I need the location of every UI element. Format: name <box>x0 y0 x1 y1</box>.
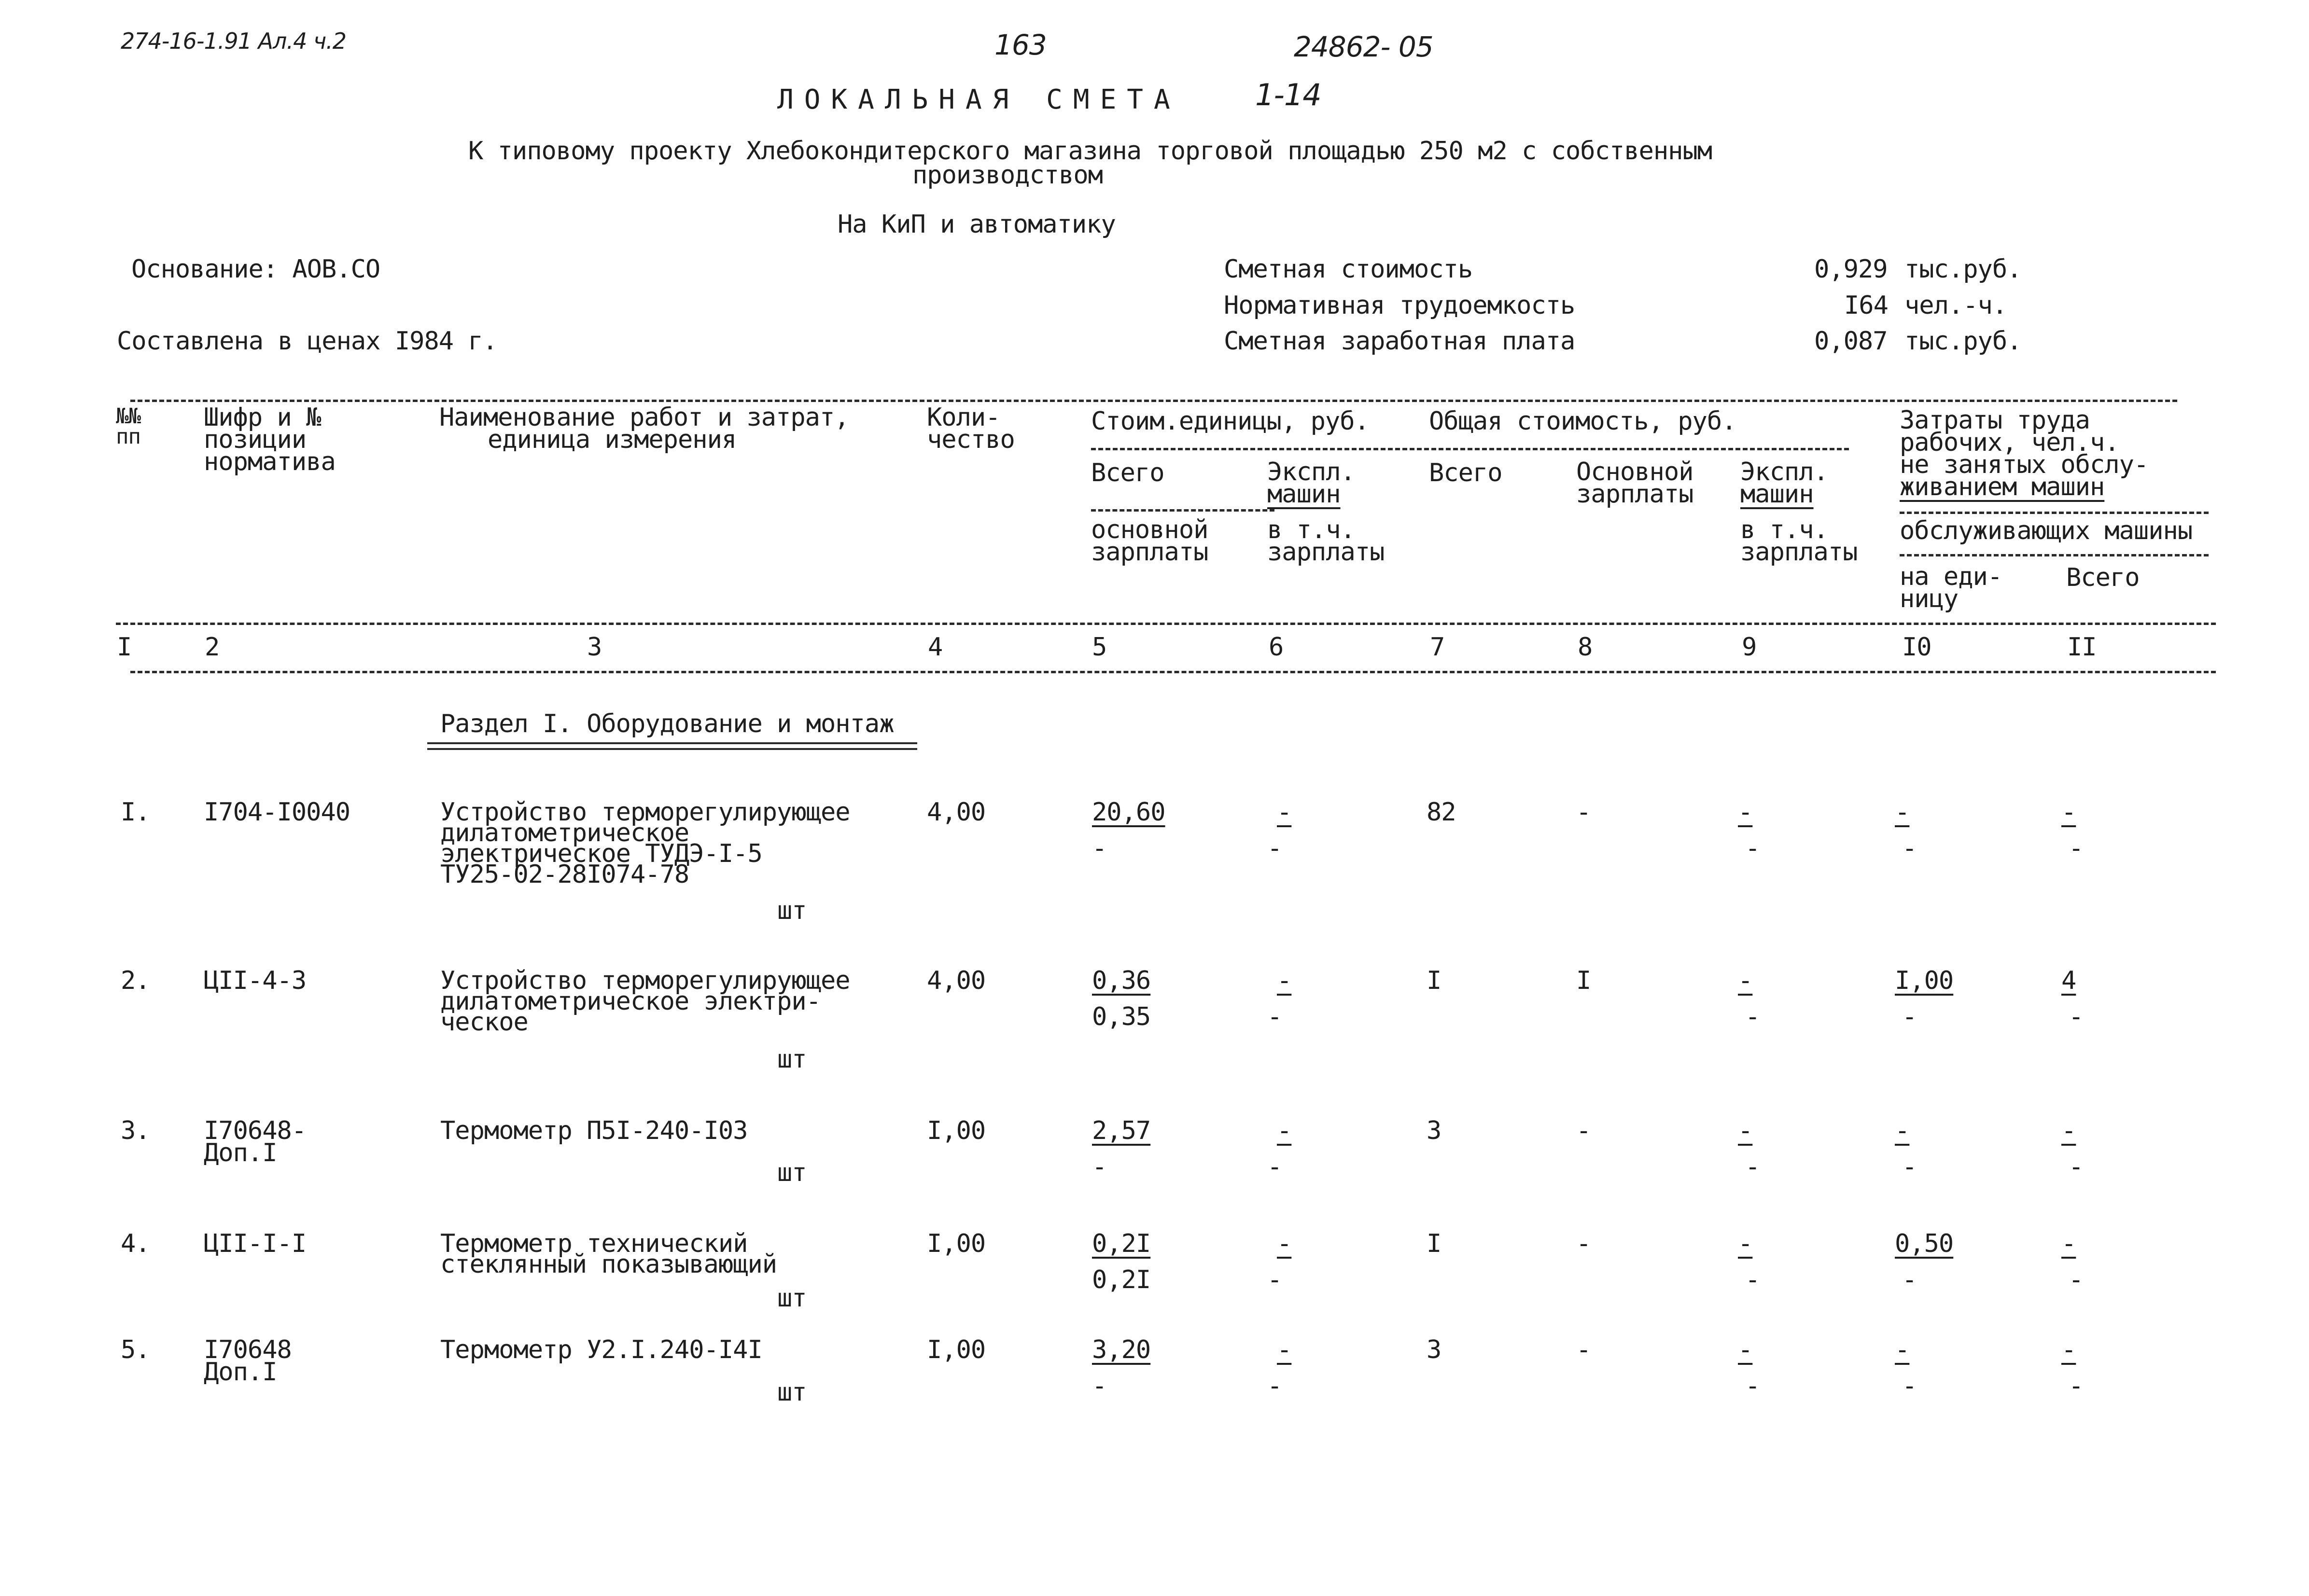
unit-cost-group-header: Стоим.единицы, руб. <box>1091 407 1369 436</box>
row-total-wages: - <box>1576 1116 1591 1145</box>
row-code: Доп.I <box>204 1358 277 1387</box>
column-number: 7 <box>1430 633 1445 662</box>
row-name: ческое <box>440 1008 528 1037</box>
summary-label: Сметная стоимость <box>1224 255 1473 284</box>
col5-bottom-header: основной зарплаты <box>1091 515 1208 567</box>
column-number: 9 <box>1742 633 1757 662</box>
row-total-machine-wages: - <box>1745 1002 1760 1031</box>
row-labor-per-unit-machine: - <box>1902 1152 1917 1181</box>
row-number: 5. <box>121 1335 150 1364</box>
section-underline <box>427 742 917 744</box>
row-labor-total: 4 <box>2061 966 2076 995</box>
row-labor-total-machine: - <box>2069 1002 2084 1031</box>
row-labor-per-unit: - <box>1895 1116 1910 1145</box>
labor-split-rule <box>1900 512 2209 514</box>
row-unit-cost-total: 0,36 <box>1092 966 1151 995</box>
column-number: I <box>117 633 132 662</box>
numbers-bottom-rule <box>130 671 2216 673</box>
row-total-machine-wages: - <box>1745 1372 1760 1401</box>
row-labor-per-unit: I,00 <box>1895 966 1954 995</box>
row-total-wages: - <box>1576 798 1591 827</box>
row-unit: шт <box>777 1284 807 1313</box>
row-code: I70648- <box>204 1116 307 1145</box>
row-total-cost: 3 <box>1427 1116 1441 1145</box>
row-total-cost: I <box>1427 1229 1441 1258</box>
row-labor-per-unit-machine: - <box>1902 1265 1917 1294</box>
row-total-machine-wages: - <box>1745 1265 1760 1294</box>
labor-sub-header: обслуживающих машины <box>1900 516 2193 545</box>
row-code: ЦII-4-3 <box>204 966 307 995</box>
summary-unit: чел.-ч. <box>1904 291 2007 320</box>
row-name: Устройство терморегулирующее <box>440 798 850 827</box>
section-underline <box>427 748 917 750</box>
summary-unit: тыс.руб. <box>1904 255 2022 284</box>
row-unit-cost-total: 0,2I <box>1092 1229 1151 1258</box>
row-unit-machine-cost: - <box>1277 798 1292 827</box>
row-unit-machine-wages: - <box>1267 1152 1282 1181</box>
summary-label: Сметная заработная плата <box>1224 327 1575 356</box>
table-top-rule <box>130 400 2177 402</box>
col2-header: Шифр и № позиции норматива <box>204 403 336 476</box>
row-name: ТУ25-02-28I074-78 <box>440 860 689 889</box>
col5-top-header: Всего <box>1091 458 1164 487</box>
row-unit-machine-cost: - <box>1277 1229 1292 1258</box>
row-code: I704-I0040 <box>204 798 350 827</box>
row-labor-total: - <box>2061 1335 2076 1364</box>
row-number: 4. <box>121 1229 150 1258</box>
row-name: Устройство терморегулирующее <box>440 966 850 995</box>
row-labor-per-unit-machine: - <box>1902 1002 1917 1031</box>
row-quantity: 4,00 <box>927 798 986 827</box>
summary-value: 0,929 <box>1814 255 1888 284</box>
row-labor-per-unit: - <box>1895 798 1910 827</box>
prices-text: Составлена в ценах I984 г. <box>117 327 497 356</box>
doc-code-note: 274-16-1.91 Ал.4 ч.2 <box>121 28 347 54</box>
row-unit-cost-total: 20,60 <box>1092 798 1165 827</box>
row-name: Термометр П5I-240-I03 <box>440 1116 748 1145</box>
row-total-machine-wages: - <box>1745 1152 1760 1181</box>
col5-split-rule <box>1091 509 1274 512</box>
row-unit-cost-wages: 0,35 <box>1092 1002 1151 1031</box>
col8-header: Основной зарплаты <box>1576 458 1693 509</box>
row-total-wages: - <box>1576 1229 1591 1258</box>
row-unit-machine-cost: - <box>1277 1335 1292 1364</box>
summary-label: Нормативная трудоемкость <box>1224 291 1575 320</box>
row-total-machine-wages: - <box>1745 834 1760 863</box>
subtitle-line-3: На КиП и автоматику <box>838 210 1116 239</box>
col6-top-header: Экспл. машин <box>1267 458 1355 509</box>
row-unit-cost-wages: - <box>1092 1372 1107 1401</box>
page-number: 163 <box>994 28 1047 61</box>
column-number: I0 <box>1902 633 1931 662</box>
row-name: электрическое ТУДЭ-I-5 <box>440 839 762 868</box>
subtitle-line-1: К типовому проекту Хлебокондитерского магазина торговой площадью 250 м2 с собственным <box>468 137 1712 166</box>
group-header-rule <box>1091 448 1849 450</box>
row-unit-machine-cost: - <box>1277 1116 1292 1145</box>
header-bottom-rule <box>116 623 2216 625</box>
row-total-machine-cost: - <box>1738 1116 1753 1145</box>
row-labor-total-machine: - <box>2069 834 2084 863</box>
section-title: Раздел I. Оборудование и монтаж <box>440 709 894 738</box>
row-unit-cost-wages: - <box>1092 834 1107 863</box>
column-number: 6 <box>1269 633 1284 662</box>
column-number: 4 <box>928 633 943 662</box>
summary-unit: тыс.руб. <box>1904 327 2022 356</box>
row-unit-machine-cost: - <box>1277 966 1292 995</box>
row-total-wages: I <box>1576 966 1591 995</box>
row-unit: шт <box>777 1045 807 1074</box>
col11-header: Всего <box>2066 563 2140 592</box>
row-unit-cost-total: 2,57 <box>1092 1116 1151 1145</box>
row-quantity: 4,00 <box>927 966 986 995</box>
row-code: ЦII-I-I <box>204 1229 307 1258</box>
row-name: Термометр технический <box>440 1229 748 1258</box>
col4-header: Коли- чество <box>927 403 1015 454</box>
column-number: II <box>2067 633 2097 662</box>
row-total-machine-cost: - <box>1738 1335 1753 1364</box>
col7-header: Всего <box>1429 458 1502 487</box>
registry-number: 24862- 05 <box>1294 30 1433 63</box>
row-number: I. <box>121 798 150 827</box>
row-unit: шт <box>777 896 807 925</box>
row-unit: шт <box>777 1378 807 1407</box>
row-unit-machine-wages: - <box>1267 834 1282 863</box>
row-total-cost: I <box>1427 966 1441 995</box>
row-labor-total: - <box>2061 1229 2076 1258</box>
column-number: 2 <box>205 633 220 662</box>
row-total-machine-cost: - <box>1738 798 1753 827</box>
row-labor-total-machine: - <box>2069 1372 2084 1401</box>
row-code: Доп.I <box>204 1138 277 1167</box>
column-number: 3 <box>587 633 602 662</box>
subtitle-line-2: производством <box>912 161 1103 190</box>
row-labor-total: - <box>2061 798 2076 827</box>
row-code: I70648 <box>204 1335 292 1364</box>
estimate-number: 1-14 <box>1255 77 1321 112</box>
row-quantity: I,00 <box>927 1229 986 1258</box>
col6-bottom-header: в т.ч. зарплаты <box>1267 515 1385 567</box>
col3-header: Наименование работ и затрат, единица измерения <box>439 403 849 454</box>
total-cost-group-header: Общая стоимость, руб. <box>1429 407 1736 436</box>
row-name: стеклянный показывающий <box>440 1250 777 1279</box>
labor-sub-rule <box>1900 554 2209 556</box>
row-total-cost: 3 <box>1427 1335 1441 1364</box>
row-labor-total-machine: - <box>2069 1152 2084 1181</box>
row-name: дилатометрическое <box>440 819 689 847</box>
row-labor-total: - <box>2061 1116 2076 1145</box>
document-title: ЛОКАЛЬНАЯ СМЕТА <box>777 84 1181 115</box>
row-labor-total-machine: - <box>2069 1265 2084 1294</box>
row-total-wages: - <box>1576 1335 1591 1364</box>
col1-header: №№ пп <box>116 404 140 449</box>
row-unit-cost-total: 3,20 <box>1092 1335 1151 1364</box>
col9-bottom-header: в т.ч. зарплаты <box>1740 515 1858 567</box>
row-number: 3. <box>121 1116 150 1145</box>
summary-value: 0,087 <box>1814 327 1888 356</box>
row-labor-per-unit-machine: - <box>1902 834 1917 863</box>
labor-group-header: Затраты труда рабочих, чел.ч. не занятых обслу- живанием машин <box>1900 406 2149 501</box>
row-unit-cost-wages: - <box>1092 1152 1107 1181</box>
row-labor-per-unit-machine: - <box>1902 1372 1917 1401</box>
row-quantity: I,00 <box>927 1116 986 1145</box>
row-total-cost: 82 <box>1427 798 1456 827</box>
column-number: 5 <box>1092 633 1107 662</box>
row-unit-machine-wages: - <box>1267 1002 1282 1031</box>
row-name: дилатометрическое электри- <box>440 987 821 1016</box>
row-unit-machine-wages: - <box>1267 1372 1282 1401</box>
column-number: 8 <box>1578 633 1593 662</box>
row-unit-cost-wages: 0,2I <box>1092 1265 1151 1294</box>
row-name: Термометр У2.I.240-I4I <box>440 1335 762 1364</box>
row-total-machine-cost: - <box>1738 1229 1753 1258</box>
row-labor-per-unit: - <box>1895 1335 1910 1364</box>
col10-header: на еди- ницу <box>1900 562 2002 613</box>
row-unit: шт <box>777 1158 807 1187</box>
row-unit-machine-wages: - <box>1267 1265 1282 1294</box>
row-labor-per-unit: 0,50 <box>1895 1229 1954 1258</box>
row-total-machine-cost: - <box>1738 966 1753 995</box>
col9-top-header: Экспл. машин <box>1740 458 1828 509</box>
row-quantity: I,00 <box>927 1335 986 1364</box>
basis-text: Основание: АОВ.СО <box>131 255 380 284</box>
summary-value: I64 <box>1844 291 1888 320</box>
row-number: 2. <box>121 966 150 995</box>
